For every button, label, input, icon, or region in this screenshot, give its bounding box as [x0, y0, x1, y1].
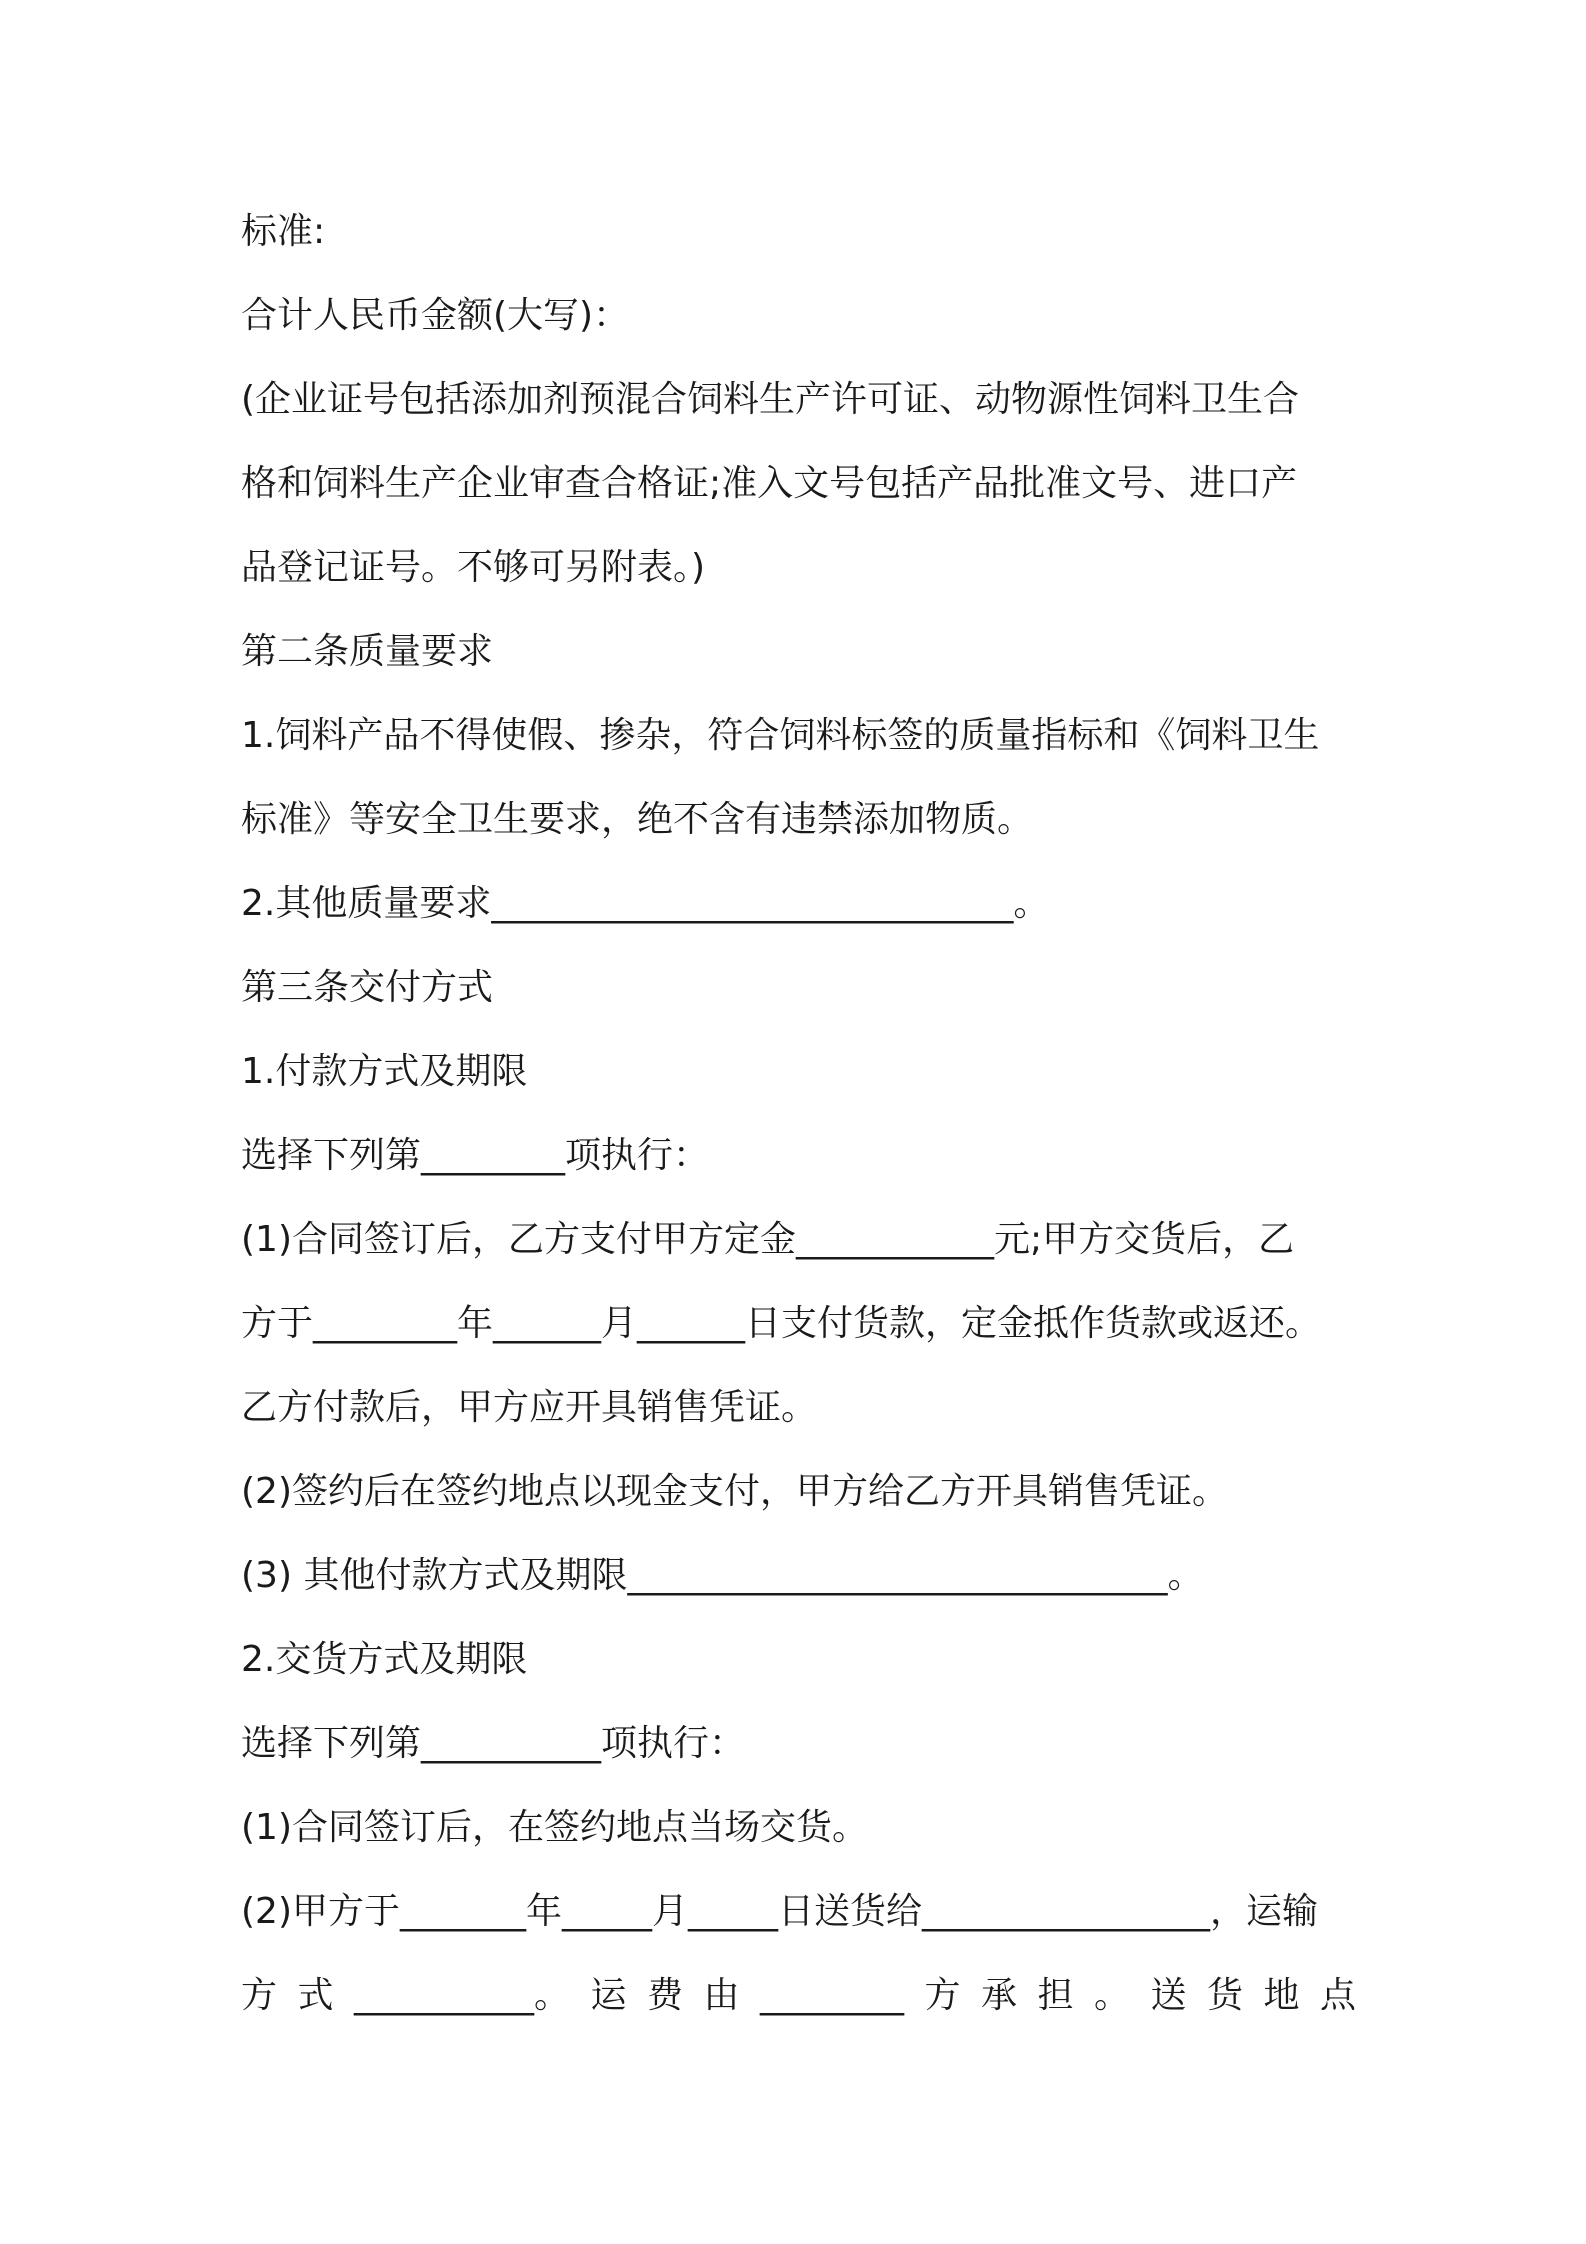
text-line: 方于________年______月______日支付货款，定金抵作货款或返还。: [241, 1303, 1322, 1344]
word: 方: [241, 1975, 278, 2016]
text-line: (企业证号包括添加剂预混合饲料生产许可证、动物源性饲料卫生合: [241, 379, 1300, 420]
section-heading: 第三条交付方式: [241, 967, 494, 1008]
document-body: [241, 205, 1361, 2053]
word: 运: [590, 1975, 627, 2016]
word: 。: [1093, 1975, 1130, 2016]
text-line: (1)合同签订后，乙方支付甲方定金___________元;甲方交货后，乙: [241, 1219, 1295, 1260]
text-line: 标准:: [241, 211, 326, 252]
justified-text-line: [241, 1969, 1356, 2053]
text-line: 2.交货方式及期限: [241, 1639, 528, 1680]
text-line: 格和饲料生产企业审查合格证;准入文号包括产品批准文号、进口产: [241, 463, 1298, 504]
word: 方: [924, 1975, 961, 2016]
text-line: 选择下列第________项执行：: [241, 1135, 710, 1176]
text-line: 2.其他质量要求_____________________________。: [241, 883, 1050, 924]
word: 货: [1206, 1975, 1243, 2016]
text-line: 1.饲料产品不得使假、掺杂，符合饲料标签的质量指标和《饲料卫生: [241, 715, 1320, 756]
word: ________: [760, 1975, 904, 2016]
text-line: 标准》等安全卫生要求，绝不含有违禁添加物质。: [241, 799, 1034, 840]
text-line: (1)合同签订后，在签约地点当场交货。: [241, 1807, 868, 1848]
word: __________。: [354, 1975, 571, 2016]
section-heading: 第二条质量要求: [241, 631, 494, 672]
text-line: 合计人民币金额(大写)：: [241, 295, 630, 336]
word: 担: [1037, 1975, 1074, 2016]
word: 点: [1319, 1975, 1356, 2016]
text-line: (3) 其他付款方式及期限______________________________。: [241, 1555, 1204, 1596]
word: 地: [1263, 1975, 1300, 2016]
text-line: 乙方付款后，甲方应开具销售凭证。: [241, 1387, 818, 1428]
word: 式: [297, 1975, 334, 2016]
text-line: 1.付款方式及期限: [241, 1051, 528, 1092]
word: 送: [1150, 1975, 1187, 2016]
word: 由: [703, 1975, 740, 2016]
text-line: (2)签约后在签约地点以现金支付，甲方给乙方开具销售凭证。: [241, 1471, 1228, 1512]
word: 费: [647, 1975, 684, 2016]
text-line: 品登记证号。不够可另附表。): [241, 547, 706, 588]
text-line: 选择下列第__________项执行：: [241, 1723, 746, 1764]
word: 承: [980, 1975, 1017, 2016]
text-line: (2)甲方于_______年_____月_____日送货给________________，运输: [241, 1891, 1318, 1932]
